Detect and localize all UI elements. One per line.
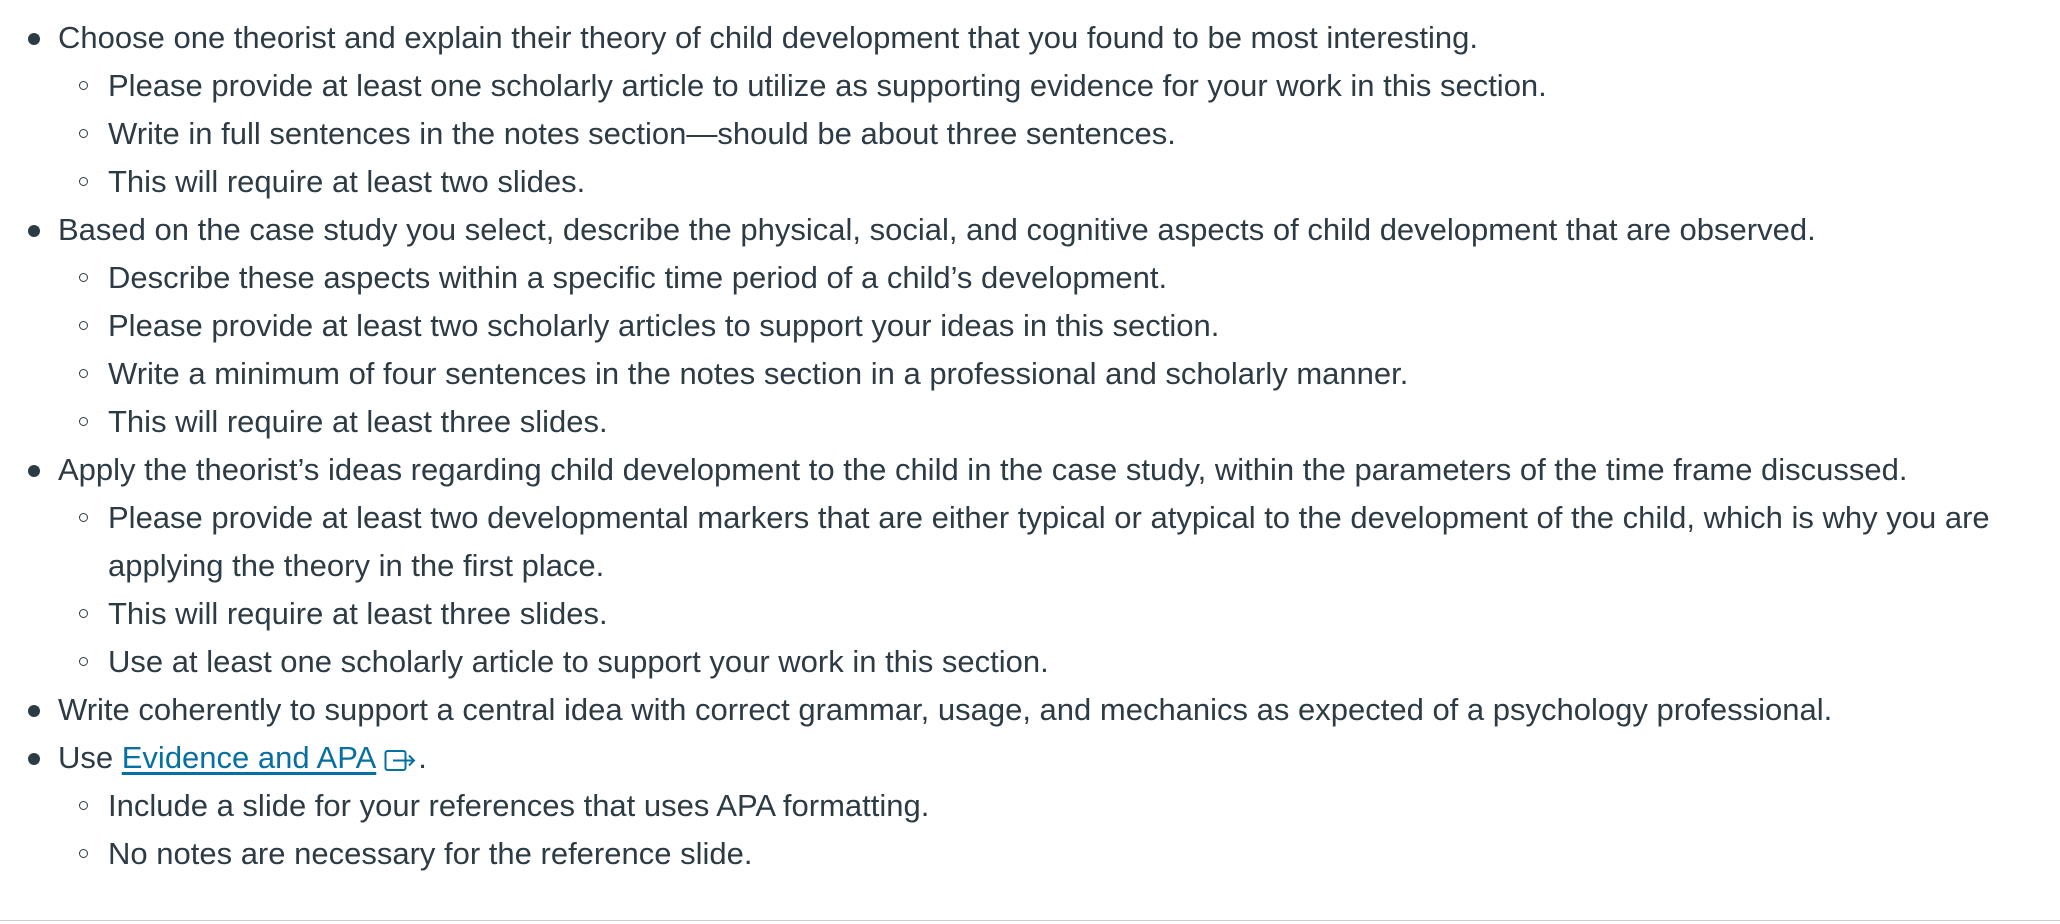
sublist-use-apa xyxy=(0,782,2060,878)
list-item-text-prefix: Use xyxy=(58,740,122,775)
horizontal-divider xyxy=(0,920,2060,921)
bullet-icon xyxy=(28,225,40,237)
circle-bullet-icon xyxy=(79,609,88,618)
list-item-text: Choose one theorist and explain their theory of child development that you found to be most interesting. xyxy=(58,20,1478,55)
sublist-item-text: Include a slide for your references that uses APA formatting. xyxy=(108,788,930,823)
sublist-item xyxy=(0,158,2060,206)
circle-bullet-icon xyxy=(79,129,88,138)
list-item-theorist xyxy=(0,14,2060,62)
list-item-apply-theory xyxy=(0,446,2060,494)
sublist-item-text: Write a minimum of four sentences in the notes section in a professional and scholarly manner. xyxy=(108,356,1409,391)
sublist-item-text: This will require at least three slides. xyxy=(108,596,608,631)
sublist-item xyxy=(0,350,2060,398)
circle-bullet-icon xyxy=(79,321,88,330)
external-link-icon[interactable] xyxy=(384,740,418,766)
sublist-item xyxy=(0,590,2060,638)
list-item-use-apa xyxy=(0,734,2060,782)
sublist-item xyxy=(0,254,2060,302)
evidence-and-apa-link[interactable] xyxy=(122,740,377,775)
circle-bullet-icon xyxy=(79,801,88,810)
sublist-item xyxy=(0,62,2060,110)
circle-bullet-icon xyxy=(79,417,88,426)
bullet-icon xyxy=(28,705,40,717)
sublist-item xyxy=(0,398,2060,446)
circle-bullet-icon xyxy=(79,369,88,378)
list-item-text: Write coherently to support a central idea with correct grammar, usage, and mechanics as expected of a psychology professional. xyxy=(58,692,1833,727)
circle-bullet-icon xyxy=(79,513,88,522)
bullet-icon xyxy=(28,753,40,765)
list-item-case-study xyxy=(0,206,2060,254)
instructions-list xyxy=(0,14,2060,878)
sublist-item-text: No notes are necessary for the reference slide. xyxy=(108,836,753,871)
sublist-item-text: Use at least one scholarly article to support your work in this section. xyxy=(108,644,1049,679)
link-text[interactable]: Evidence and APA xyxy=(121,740,377,775)
sublist-item-text: This will require at least three slides. xyxy=(108,404,608,439)
list-item-text: Apply the theorist’s ideas regarding child development to the child in the case study, within the parameters of the time frame discussed. xyxy=(58,452,1908,487)
circle-bullet-icon xyxy=(79,849,88,858)
sublist-case-study xyxy=(0,254,2060,446)
list-item-text-suffix: . xyxy=(418,740,427,775)
circle-bullet-icon xyxy=(79,177,88,186)
list-item-text: Based on the case study you select, describe the physical, social, and cognitive aspects of child development that are observed. xyxy=(58,212,1816,247)
sublist-item xyxy=(0,638,2060,686)
sublist-item-text: Please provide at least one scholarly article to utilize as supporting evidence for your work in this section. xyxy=(108,68,1547,103)
circle-bullet-icon xyxy=(79,273,88,282)
sublist-item-text: Describe these aspects within a specific time period of a child’s development. xyxy=(108,260,1168,295)
sublist-item xyxy=(0,302,2060,350)
list-item-write-coherently xyxy=(0,686,2060,734)
sublist-item xyxy=(0,110,2060,158)
assignment-instructions xyxy=(0,14,2060,878)
sublist-apply-theory xyxy=(0,494,2060,686)
circle-bullet-icon xyxy=(79,657,88,666)
sublist-item-text: Please provide at least two developmental markers that are either typical or atypical to the development of the child, which is why you are applying the theory in the first place. xyxy=(108,500,1990,583)
circle-bullet-icon xyxy=(79,81,88,90)
bullet-icon xyxy=(28,33,40,45)
sublist-item-text: Please provide at least two scholarly articles to support your ideas in this section. xyxy=(108,308,1220,343)
sublist-item xyxy=(0,830,2060,878)
sublist-item-text: Write in full sentences in the notes section—should be about three sentences. xyxy=(108,116,1176,151)
sublist-item xyxy=(0,782,2060,830)
sublist-theorist xyxy=(0,62,2060,206)
bullet-icon xyxy=(28,465,40,477)
sublist-item xyxy=(0,494,2060,590)
sublist-item-text: This will require at least two slides. xyxy=(108,164,586,199)
